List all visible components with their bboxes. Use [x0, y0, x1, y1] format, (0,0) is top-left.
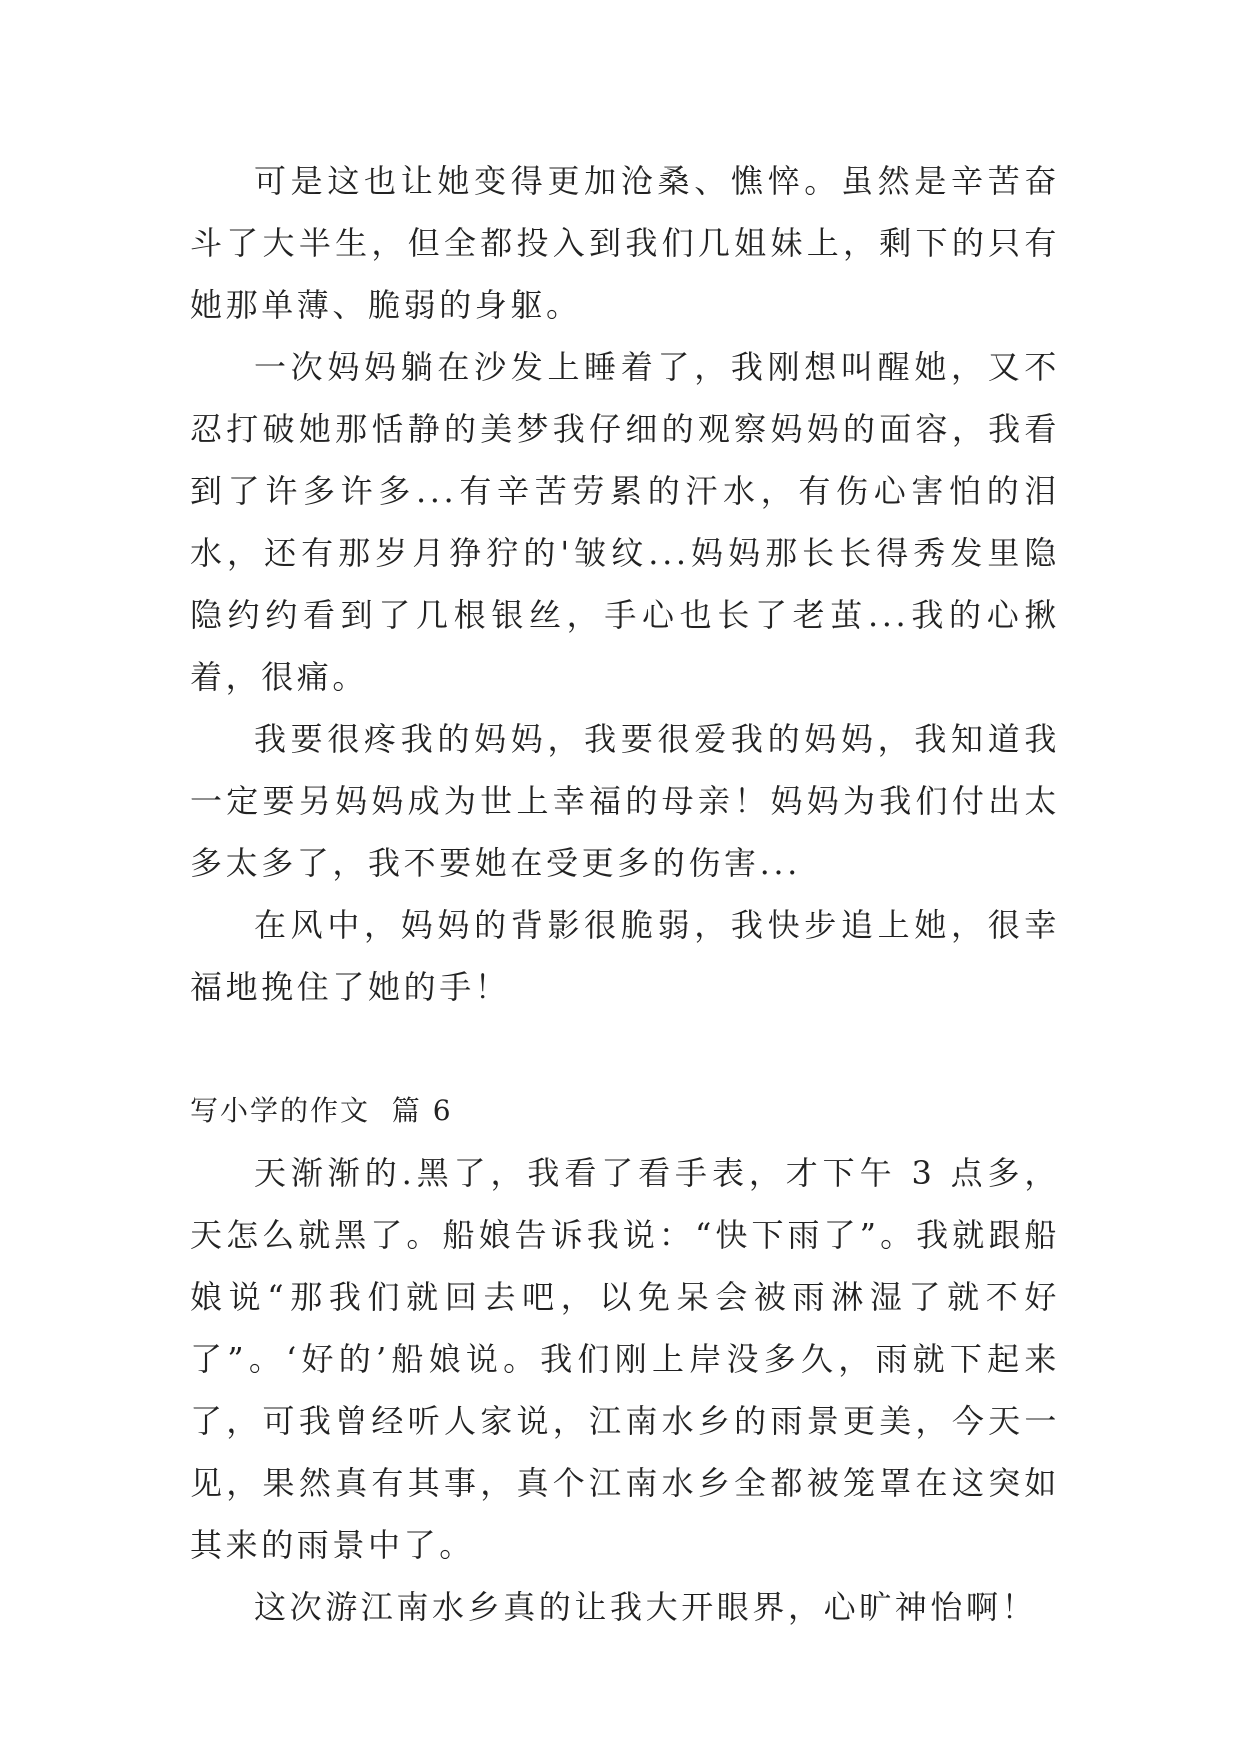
section-heading: 写小学的作文 篇 6	[190, 1094, 453, 1127]
document-body	[190, 150, 1060, 1638]
paragraph: 一次妈妈躺在沙发上睡着了，我刚想叫醒她，又不忍打破她那恬静的美梦我仔细的观察妈妈的面容，我看到了许多许多...有辛苦劳累的汗水，有伤心害怕的泪水，还有那岁月狰狞的'皱纹...妈妈那长长得秀发里隐隐约约看到了几根银丝，手心也长了老茧...我的心揪着，很痛。	[190, 348, 1060, 696]
paragraph: 天渐渐的.黑了，我看了看手表，才下午 3 点多，天怎么就黑了。船娘告诉我说：“快下雨了”。我就跟船娘说“那我们就回去吧，以免呆会被雨淋湿了就不好了”。‘好的’船娘说。我们刚上岸没多久，雨就下起来了，可我曾经听人家说，江南水乡的雨景更美，今天一见，果然真有其事，真个江南水乡全都被笼罩在这突如其来的雨景中了。	[190, 1154, 1060, 1564]
paragraph: 我要很疼我的妈妈，我要很爱我的妈妈，我知道我一定要另妈妈成为世上幸福的母亲！妈妈为我们付出太多太多了，我不要她在受更多的伤害...	[190, 720, 1060, 882]
paragraph: 这次游江南水乡真的让我大开眼界，心旷神怡啊！	[254, 1588, 1038, 1626]
paragraph: 可是这也让她变得更加沧桑、憔悴。虽然是辛苦奋斗了大半生，但全都投入到我们几姐妹上，剩下的只有她那单薄、脆弱的身躯。	[190, 162, 1060, 324]
paragraph: 在风中，妈妈的背影很脆弱，我快步追上她，很幸福地挽住了她的手！	[190, 906, 1060, 1006]
